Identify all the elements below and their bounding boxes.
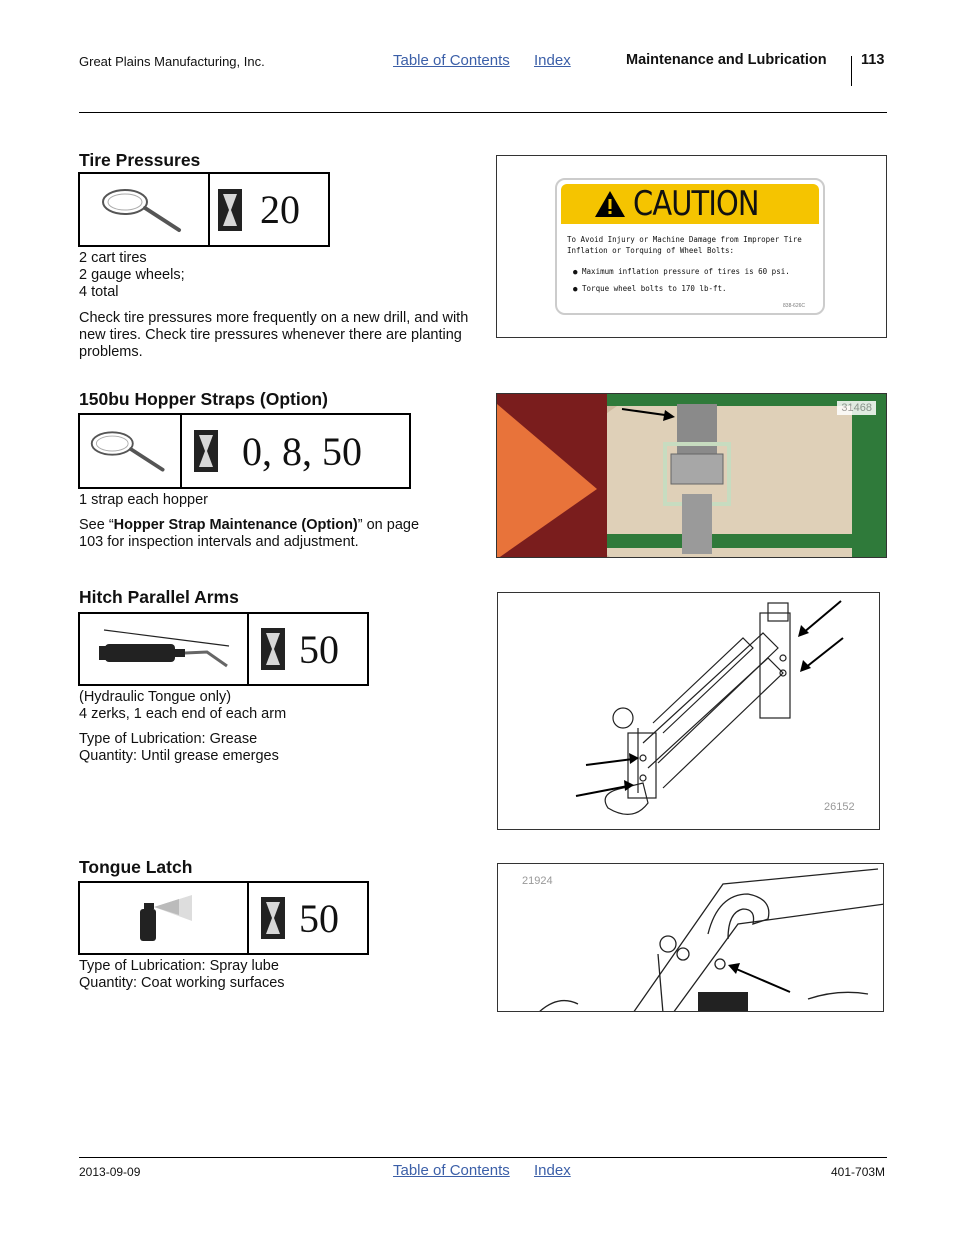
tire-line: 2 cart tires	[79, 250, 147, 266]
header-rule	[79, 112, 887, 113]
tongue-latch-drawing	[497, 863, 884, 1012]
straps-see-text: See “Hopper Strap Maintenance (Option)” on page 103 for inspection intervals and adjustment.	[79, 517, 420, 550]
company-name: Great Plains Manufacturing, Inc.	[79, 54, 265, 69]
hourglass-icon	[261, 628, 285, 670]
lubrication-quantity: Quantity: Until grease emerges	[79, 748, 279, 764]
hitch-interval-box	[78, 612, 369, 686]
header-toc-link[interactable]: Table of Contents	[393, 52, 510, 69]
header-divider	[851, 56, 852, 86]
lubrication-type: Type of Lubrication: Grease	[79, 731, 258, 747]
straps-line: 1 strap each hopper	[79, 492, 208, 508]
latch-interval-box	[78, 881, 369, 955]
lubrication-quantity: Quantity: Coat working surfaces	[79, 975, 285, 991]
caution-decal	[555, 178, 825, 315]
hourglass-icon	[261, 897, 285, 939]
spray-can-icon	[134, 893, 194, 943]
caution-heading: CAUTION	[633, 184, 759, 224]
hitch-line: (Hydraulic Tongue only)	[79, 689, 232, 705]
section-title: Maintenance and Lubrication	[626, 52, 827, 68]
interval-value: 50	[299, 626, 339, 672]
hitch-arms-heading: Hitch Parallel Arms	[79, 587, 239, 607]
interval-value: 20	[260, 187, 300, 232]
footer-doc-number: 401-703M	[831, 1165, 886, 1179]
hopper-strap-photo	[496, 393, 887, 558]
hitch-line: 4 zerks, 1 each end of each arm	[79, 706, 287, 722]
tire-pressures-heading: Tire Pressures	[79, 150, 201, 170]
tongue-latch-heading: Tongue Latch	[79, 857, 193, 877]
tire-line: 2 gauge wheels;	[79, 267, 185, 283]
caution-decal-figure	[496, 155, 887, 338]
hourglass-icon	[218, 189, 242, 231]
figure-number: 26152	[824, 801, 855, 813]
figure-number: 31468	[837, 401, 876, 415]
tire-interval-box	[78, 172, 330, 247]
header-index-link[interactable]: Index	[534, 52, 571, 69]
footer-toc-link[interactable]: Table of Contents	[393, 1162, 510, 1179]
decal-part-number: 838-626C	[783, 303, 805, 309]
hitch-arms-drawing	[497, 592, 880, 830]
caution-line: Inflation or Torquing of Wheel Bolts:	[567, 246, 735, 255]
caution-bullet: ● Torque wheel bolts to 170 lb-ft.	[573, 284, 727, 293]
tire-paragraph: Check tire pressures more frequently on a new drill, and with new tires. Check tire pressures whenever there are planting problems.	[79, 310, 469, 360]
interval-value: 0, 8, 50	[242, 428, 362, 474]
tire-line: 4 total	[79, 284, 119, 300]
page-number: 113	[861, 52, 885, 68]
footer-rule	[79, 1157, 887, 1158]
caution-line: To Avoid Injury or Machine Damage from Improper Tire	[567, 235, 802, 244]
hourglass-icon	[194, 430, 218, 472]
spray-cell	[80, 883, 249, 953]
straps-interval-box	[78, 413, 411, 489]
magnifier-icon	[99, 182, 189, 238]
footer-date: 2013-09-09	[79, 1165, 141, 1179]
warning-triangle-icon	[593, 189, 627, 219]
magnifier-icon	[88, 423, 172, 479]
caution-banner	[561, 184, 819, 224]
lubrication-type: Type of Lubrication: Spray lube	[79, 958, 279, 974]
grease-cell	[80, 614, 249, 684]
hopper-straps-heading: 150bu Hopper Straps (Option)	[79, 389, 328, 409]
footer-index-link[interactable]: Index	[534, 1162, 571, 1179]
grease-gun-icon	[89, 624, 239, 674]
cross-reference-link[interactable]: Hopper Strap Maintenance (Option)	[113, 517, 358, 533]
inspect-cell	[80, 415, 182, 487]
inspect-cell	[80, 174, 210, 245]
caution-bullet: ● Maximum inflation pressure of tires is 60 psi.	[573, 267, 790, 276]
interval-value: 50	[299, 895, 339, 941]
figure-number: 21924	[522, 875, 553, 887]
